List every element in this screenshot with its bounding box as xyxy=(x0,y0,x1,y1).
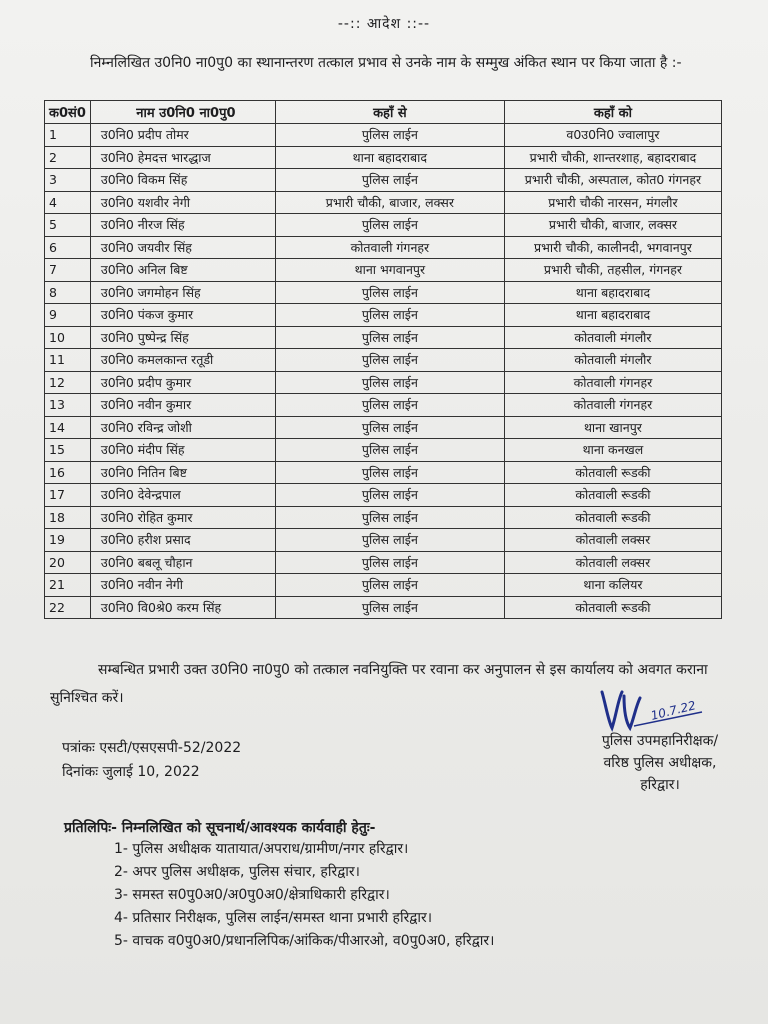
table-row xyxy=(45,506,722,529)
table-row xyxy=(45,529,722,552)
cell-from: पुलिस लाईन xyxy=(275,304,504,327)
cell-serial: 19 xyxy=(45,529,91,552)
table-row xyxy=(45,439,722,462)
copy-item: 2- अपर पुलिस अधीक्षक, पुलिस संचार, हरिद्वार। xyxy=(114,864,360,880)
cell-to: कोतवाली लक्सर xyxy=(504,529,721,552)
cell-name: उ0नि0 जगमोहन सिंह xyxy=(90,281,275,304)
cell-name: उ0नि0 अनिल बिष्ट xyxy=(90,259,275,282)
signature-date: 10.7.22 xyxy=(649,698,698,723)
cell-to: प्रभारी चौकी, शान्तरशाह, बहादराबाद xyxy=(504,146,721,169)
cell-serial: 12 xyxy=(45,371,91,394)
cell-name: उ0नि0 कमलकान्त रतूडी xyxy=(90,349,275,372)
cell-to: थाना बहादराबाद xyxy=(504,304,721,327)
cell-serial: 22 xyxy=(45,596,91,619)
cell-name: उ0नि0 रोहित कुमार xyxy=(90,506,275,529)
cell-from: पुलिस लाईन xyxy=(275,461,504,484)
table-header-row xyxy=(45,101,722,124)
cell-name: उ0नि0 पुष्पेन्द्र सिंह xyxy=(90,326,275,349)
cell-from: पुलिस लाईन xyxy=(275,371,504,394)
cell-serial: 10 xyxy=(45,326,91,349)
cell-from: पुलिस लाईन xyxy=(275,124,504,147)
cell-serial: 2 xyxy=(45,146,91,169)
letter-number: पत्रांकः एसटी/एसएसपी-52/2022 xyxy=(62,740,242,756)
cell-to: थाना कनखल xyxy=(504,439,721,462)
cell-name: उ0नि0 देवेन्द्रपाल xyxy=(90,484,275,507)
cell-to: प्रभारी चौकी, कालीनदी, भगवानपुर xyxy=(504,236,721,259)
cell-name: उ0नि0 मंदीप सिंह xyxy=(90,439,275,462)
copy-heading: प्रतिलिपिः- निम्नलिखित को सूचनार्थ/आवश्यक कार्यवाही हेतुः- xyxy=(64,820,376,836)
cell-serial: 18 xyxy=(45,506,91,529)
cell-to: कोतवाली रूडकी xyxy=(504,596,721,619)
table-row xyxy=(45,461,722,484)
cell-serial: 15 xyxy=(45,439,91,462)
signature-block xyxy=(560,730,760,796)
cell-serial: 3 xyxy=(45,169,91,192)
table-body xyxy=(45,124,722,619)
cell-from: पुलिस लाईन xyxy=(275,281,504,304)
cell-from: पुलिस लाईन xyxy=(275,214,504,237)
cell-serial: 17 xyxy=(45,484,91,507)
cell-to: कोतवाली गंगनहर xyxy=(504,371,721,394)
intro-paragraph: निम्नलिखित उ0नि0 ना0पु0 का स्थानान्तरण तत्काल प्रभाव से उनके नाम के सम्मुख अंकित स्थान पर किया जाता है :- xyxy=(90,55,682,71)
signature-mark xyxy=(594,686,704,734)
cell-name: उ0नि0 प्रदीप तोमर xyxy=(90,124,275,147)
cell-name: उ0नि0 प्रदीप कुमार xyxy=(90,371,275,394)
cell-to: प्रभारी चौकी, अस्पताल, कोत0 गंगनहर xyxy=(504,169,721,192)
cell-from: पुलिस लाईन xyxy=(275,529,504,552)
letter-date: दिनांकः जुलाई 10, 2022 xyxy=(62,764,200,780)
cell-from: पुलिस लाईन xyxy=(275,551,504,574)
cell-from: पुलिस लाईन xyxy=(275,394,504,417)
transfer-table xyxy=(44,100,722,619)
order-title: --:: आदेश ::-- xyxy=(337,16,431,32)
cell-name: उ0नि0 नितिन बिष्ट xyxy=(90,461,275,484)
cell-to: प्रभारी चौकी नारसन, मंगलौर xyxy=(504,191,721,214)
closing-paragraph: सम्बन्धित प्रभारी उक्त उ0नि0 ना0पु0 को तत्काल नवनियुक्ति पर रवाना कर अनुपालन से इस कार्यालय को अवगत कराना सुनिश्चित करें। xyxy=(50,662,708,706)
cell-to: कोतवाली रूडकी xyxy=(504,484,721,507)
signature-designation-1: पुलिस उपमहानिरीक्षक/ xyxy=(601,733,719,749)
cell-from: थाना भगवानपुर xyxy=(275,259,504,282)
table-row xyxy=(45,596,722,619)
table-row xyxy=(45,214,722,237)
cell-to: कोतवाली रूडकी xyxy=(504,461,721,484)
cell-from: पुलिस लाईन xyxy=(275,416,504,439)
table-row xyxy=(45,304,722,327)
cell-to: व0उ0नि0 ज्वालापुर xyxy=(504,124,721,147)
cell-to: थाना खानपुर xyxy=(504,416,721,439)
copy-list xyxy=(114,838,714,953)
table-row xyxy=(45,394,722,417)
cell-serial: 4 xyxy=(45,191,91,214)
table-row xyxy=(45,551,722,574)
cell-name: उ0नि0 जयवीर सिंह xyxy=(90,236,275,259)
cell-to: कोतवाली रूडकी xyxy=(504,506,721,529)
cell-from: पुलिस लाईन xyxy=(275,439,504,462)
cell-name: उ0नि0 बबलू चौहान xyxy=(90,551,275,574)
copy-item: 4- प्रतिसार निरीक्षक, पुलिस लाईन/समस्त थाना प्रभारी हरिद्वार। xyxy=(114,910,433,926)
cell-serial: 14 xyxy=(45,416,91,439)
copy-item: 1- पुलिस अधीक्षक यातायात/अपराध/ग्रामीण/नगर हरिद्वार। xyxy=(114,841,409,857)
table-row xyxy=(45,124,722,147)
cell-serial: 1 xyxy=(45,124,91,147)
header-serial: क0सं0 xyxy=(45,101,91,124)
cell-from: पुलिस लाईन xyxy=(275,574,504,597)
header-from: कहाँ से xyxy=(275,101,504,124)
table-row xyxy=(45,326,722,349)
cell-name: उ0नि0 नीरज सिंह xyxy=(90,214,275,237)
cell-to: कोतवाली गंगनहर xyxy=(504,394,721,417)
cell-from: पुलिस लाईन xyxy=(275,506,504,529)
cell-name: उ0नि0 पंकज कुमार xyxy=(90,304,275,327)
cell-serial: 7 xyxy=(45,259,91,282)
cell-serial: 11 xyxy=(45,349,91,372)
cell-serial: 9 xyxy=(45,304,91,327)
cell-serial: 5 xyxy=(45,214,91,237)
cell-from: पुलिस लाईन xyxy=(275,169,504,192)
cell-from: थाना बहादराबाद xyxy=(275,146,504,169)
table-row xyxy=(45,416,722,439)
table-row xyxy=(45,146,722,169)
header-to: कहाँ को xyxy=(504,101,721,124)
cell-name: उ0नि0 यशवीर नेगी xyxy=(90,191,275,214)
cell-name: उ0नि0 नवीन नेगी xyxy=(90,574,275,597)
cell-name: उ0नि0 विकम सिंह xyxy=(90,169,275,192)
copy-item: 5- वाचक व0पु0अ0/प्रधानलिपिक/आंकिक/पीआरओ, व0पु0अ0, हरिद्वार। xyxy=(114,933,495,949)
cell-to: प्रभारी चौकी, बाजार, लक्सर xyxy=(504,214,721,237)
cell-to: थाना कलियर xyxy=(504,574,721,597)
cell-serial: 16 xyxy=(45,461,91,484)
cell-from: पुलिस लाईन xyxy=(275,349,504,372)
cell-serial: 8 xyxy=(45,281,91,304)
cell-serial: 20 xyxy=(45,551,91,574)
table-row xyxy=(45,349,722,372)
cell-to: प्रभारी चौकी, तहसील, गंगनहर xyxy=(504,259,721,282)
header-name: नाम उ0नि0 ना0पु0 xyxy=(90,101,275,124)
table-row xyxy=(45,281,722,304)
cell-from: प्रभारी चौकी, बाजार, लक्सर xyxy=(275,191,504,214)
cell-name: उ0नि0 नवीन कुमार xyxy=(90,394,275,417)
cell-to: कोतवाली लक्सर xyxy=(504,551,721,574)
cell-from: पुलिस लाईन xyxy=(275,596,504,619)
cell-name: उ0नि0 वि0श्रे0 करम सिंह xyxy=(90,596,275,619)
cell-serial: 6 xyxy=(45,236,91,259)
table-row xyxy=(45,236,722,259)
table-row xyxy=(45,259,722,282)
table-row xyxy=(45,371,722,394)
cell-serial: 21 xyxy=(45,574,91,597)
cell-name: उ0नि0 हरीश प्रसाद xyxy=(90,529,275,552)
table-row xyxy=(45,169,722,192)
signature-place: हरिद्वार। xyxy=(640,777,680,793)
table-row xyxy=(45,574,722,597)
cell-from: पुलिस लाईन xyxy=(275,326,504,349)
cell-from: कोतवाली गंगनहर xyxy=(275,236,504,259)
cell-name: उ0नि0 रविन्द्र जोशी xyxy=(90,416,275,439)
copy-item: 3- समस्त स0पु0अ0/अ0पु0अ0/क्षेत्राधिकारी हरिद्वार। xyxy=(114,887,390,903)
cell-to: थाना बहादराबाद xyxy=(504,281,721,304)
cell-from: पुलिस लाईन xyxy=(275,484,504,507)
cell-to: कोतवाली मंगलौर xyxy=(504,326,721,349)
table-row xyxy=(45,191,722,214)
table-row xyxy=(45,484,722,507)
cell-serial: 13 xyxy=(45,394,91,417)
signature-designation-2: वरिष्ठ पुलिस अधीक्षक, xyxy=(603,755,717,771)
cell-name: उ0नि0 हेमदत्त भारद्धाज xyxy=(90,146,275,169)
cell-to: कोतवाली मंगलौर xyxy=(504,349,721,372)
